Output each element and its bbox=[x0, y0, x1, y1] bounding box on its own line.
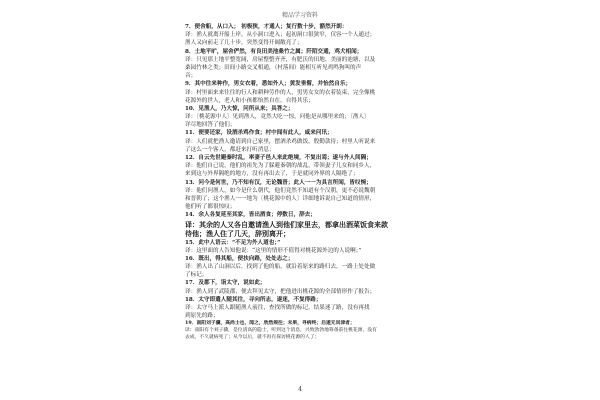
text-line: 译：渔人就离开船上岸，从小洞口进入；起初洞口很狭窄，仅容一个人通过； bbox=[185, 32, 376, 39]
text-line: 待他；渔人住了几天，辞别离开； bbox=[185, 229, 290, 238]
text-line: 译：其余的人又各自邀请渔人到他们家里去，都拿出酒菜饭食来款 bbox=[185, 219, 388, 229]
text-line: 去成，不久就病死了；从今以后，就不再有探访桃花源的人了； bbox=[185, 335, 320, 341]
text-line: 和晋朝了；这个渔人一一地为〔桃花源中的人〕详细地诉说自己知道的情形， bbox=[185, 195, 376, 202]
text-line: 译：南阳有个刘子骥，是位清高的隐士，听到这个消息，兴致勃勃地筹备前往桃花源，没有 bbox=[185, 328, 377, 334]
text-line: 他们听了都很惊叹； bbox=[185, 204, 236, 211]
text-line: 13．问今是何世，乃不知有汉，无论魏晋；此人一一为具言所闻，皆叹惋； bbox=[185, 179, 372, 186]
page-number: 4 bbox=[298, 386, 302, 393]
text-line: 桑园竹林之类；田间小路交叉相通，（村落间）能相互听见鸡鸣狗叫的声 bbox=[185, 64, 362, 71]
text-line: 15．此中人语云：“不足为外人道也；” bbox=[185, 239, 281, 246]
text-line: 8．土地平旷，屋舍俨然，有良田美池桑竹之属；阡陌交通，鸡犬相闻； bbox=[185, 48, 363, 55]
text-line: 译：他们自己说，他们的祖先为了躲避秦朝的战乱，带领妻子儿女和同乡人， bbox=[185, 163, 376, 170]
text-line: 译：渔人到了武陵郡，便去拜见太守，把他进出桃花源的全部情形作了报告； bbox=[185, 288, 376, 295]
text-line: 7．便舍船，从口入； 初极狭，才通人；复行数十步，豁然开朗： bbox=[185, 24, 348, 30]
text-line: 来到这与外界隔绝的地方，没有再出去了，于是就同外界的人隔绝了； bbox=[185, 171, 359, 178]
text-line: 译：〔桃花源中人〕见到渔人，竟然大吃一惊，问他是从哪里来的；〔渔人〕 bbox=[185, 114, 370, 121]
text-line: 到原先的路； bbox=[185, 313, 219, 320]
text-line: 9．其中往来种作，男女衣着，悉如外人；黄发垂髫，并怡然自乐； bbox=[185, 81, 352, 88]
text-line: 了标记； bbox=[185, 272, 208, 279]
page-header: 精品学习资料 bbox=[281, 12, 318, 19]
text-line: 译：这里面的人告知他说：“这里的情形不值得对桃花源外边的人说啊；” bbox=[185, 247, 362, 254]
text-line: 译：渔人出了山洞以后，找到了他的船，就沿着原来的路归去，一路上处处做 bbox=[185, 264, 376, 271]
text-line: 花源外的世人，老人和小孩都怡然自在，自得其乐； bbox=[185, 97, 314, 104]
text-line: 渔人又向前走了几十步，突然变得开阔敞亮了； bbox=[185, 40, 303, 47]
text-line: 12．自云先世避秦时乱，率妻子邑人来此绝境，不复出焉；遂与外人间隔； bbox=[185, 155, 372, 161]
text-line: 17．及郡下，诣太守，说如此； bbox=[185, 280, 266, 287]
text-line: 详尽地回答了他们； bbox=[185, 122, 236, 129]
text-line: 14．余人各复延至其家，皆出酒食；停数日，辞去； bbox=[185, 212, 316, 219]
text-line: 译：人们就把渔人邀请到自己家里，摆酒杀鸡做饭，殷勤款待；村里人听说来 bbox=[185, 138, 376, 145]
text-line: 11．便要还家，设酒杀鸡作食；村中闻有此人，咸来问讯； bbox=[185, 130, 333, 137]
text-line: 16．既出，得其船，便扶向路，处处志之； bbox=[185, 255, 294, 262]
text-line: 音； bbox=[185, 73, 197, 80]
document-body bbox=[185, 23, 417, 341]
text-line: 19．南阳刘子骥，高尚士也，闻之，欣然规往；未果，寻病终；后遂无问津者； bbox=[185, 320, 355, 327]
text-line: 了这么一个客人，都赶来打听消息； bbox=[185, 146, 275, 153]
text-line: 译：他们问渔人，如今是什么朝代，他们竟然不知道有个汉朝，更不必说魏朝 bbox=[185, 187, 376, 194]
text-line: 18．太守即遣人随其往，寻向所志，遂迷，不复得路； bbox=[185, 296, 322, 303]
text-line: 10．见渔人，乃大惊，问所从来；具答之； bbox=[185, 105, 294, 112]
text-line: 译：太守马上派人跟随渔人前往，查找所做的标记，结果迷了路，没有再找 bbox=[185, 305, 370, 311]
text-line: 译：只见那土地平整宽阔，房屋整整齐齐，有肥沃的田地、美丽的池塘，以及 bbox=[185, 56, 376, 63]
text-line: 译：村里面来来往往的行人和耕种劳作的人，男男女女的衣着装束，完全像桃 bbox=[185, 89, 376, 96]
